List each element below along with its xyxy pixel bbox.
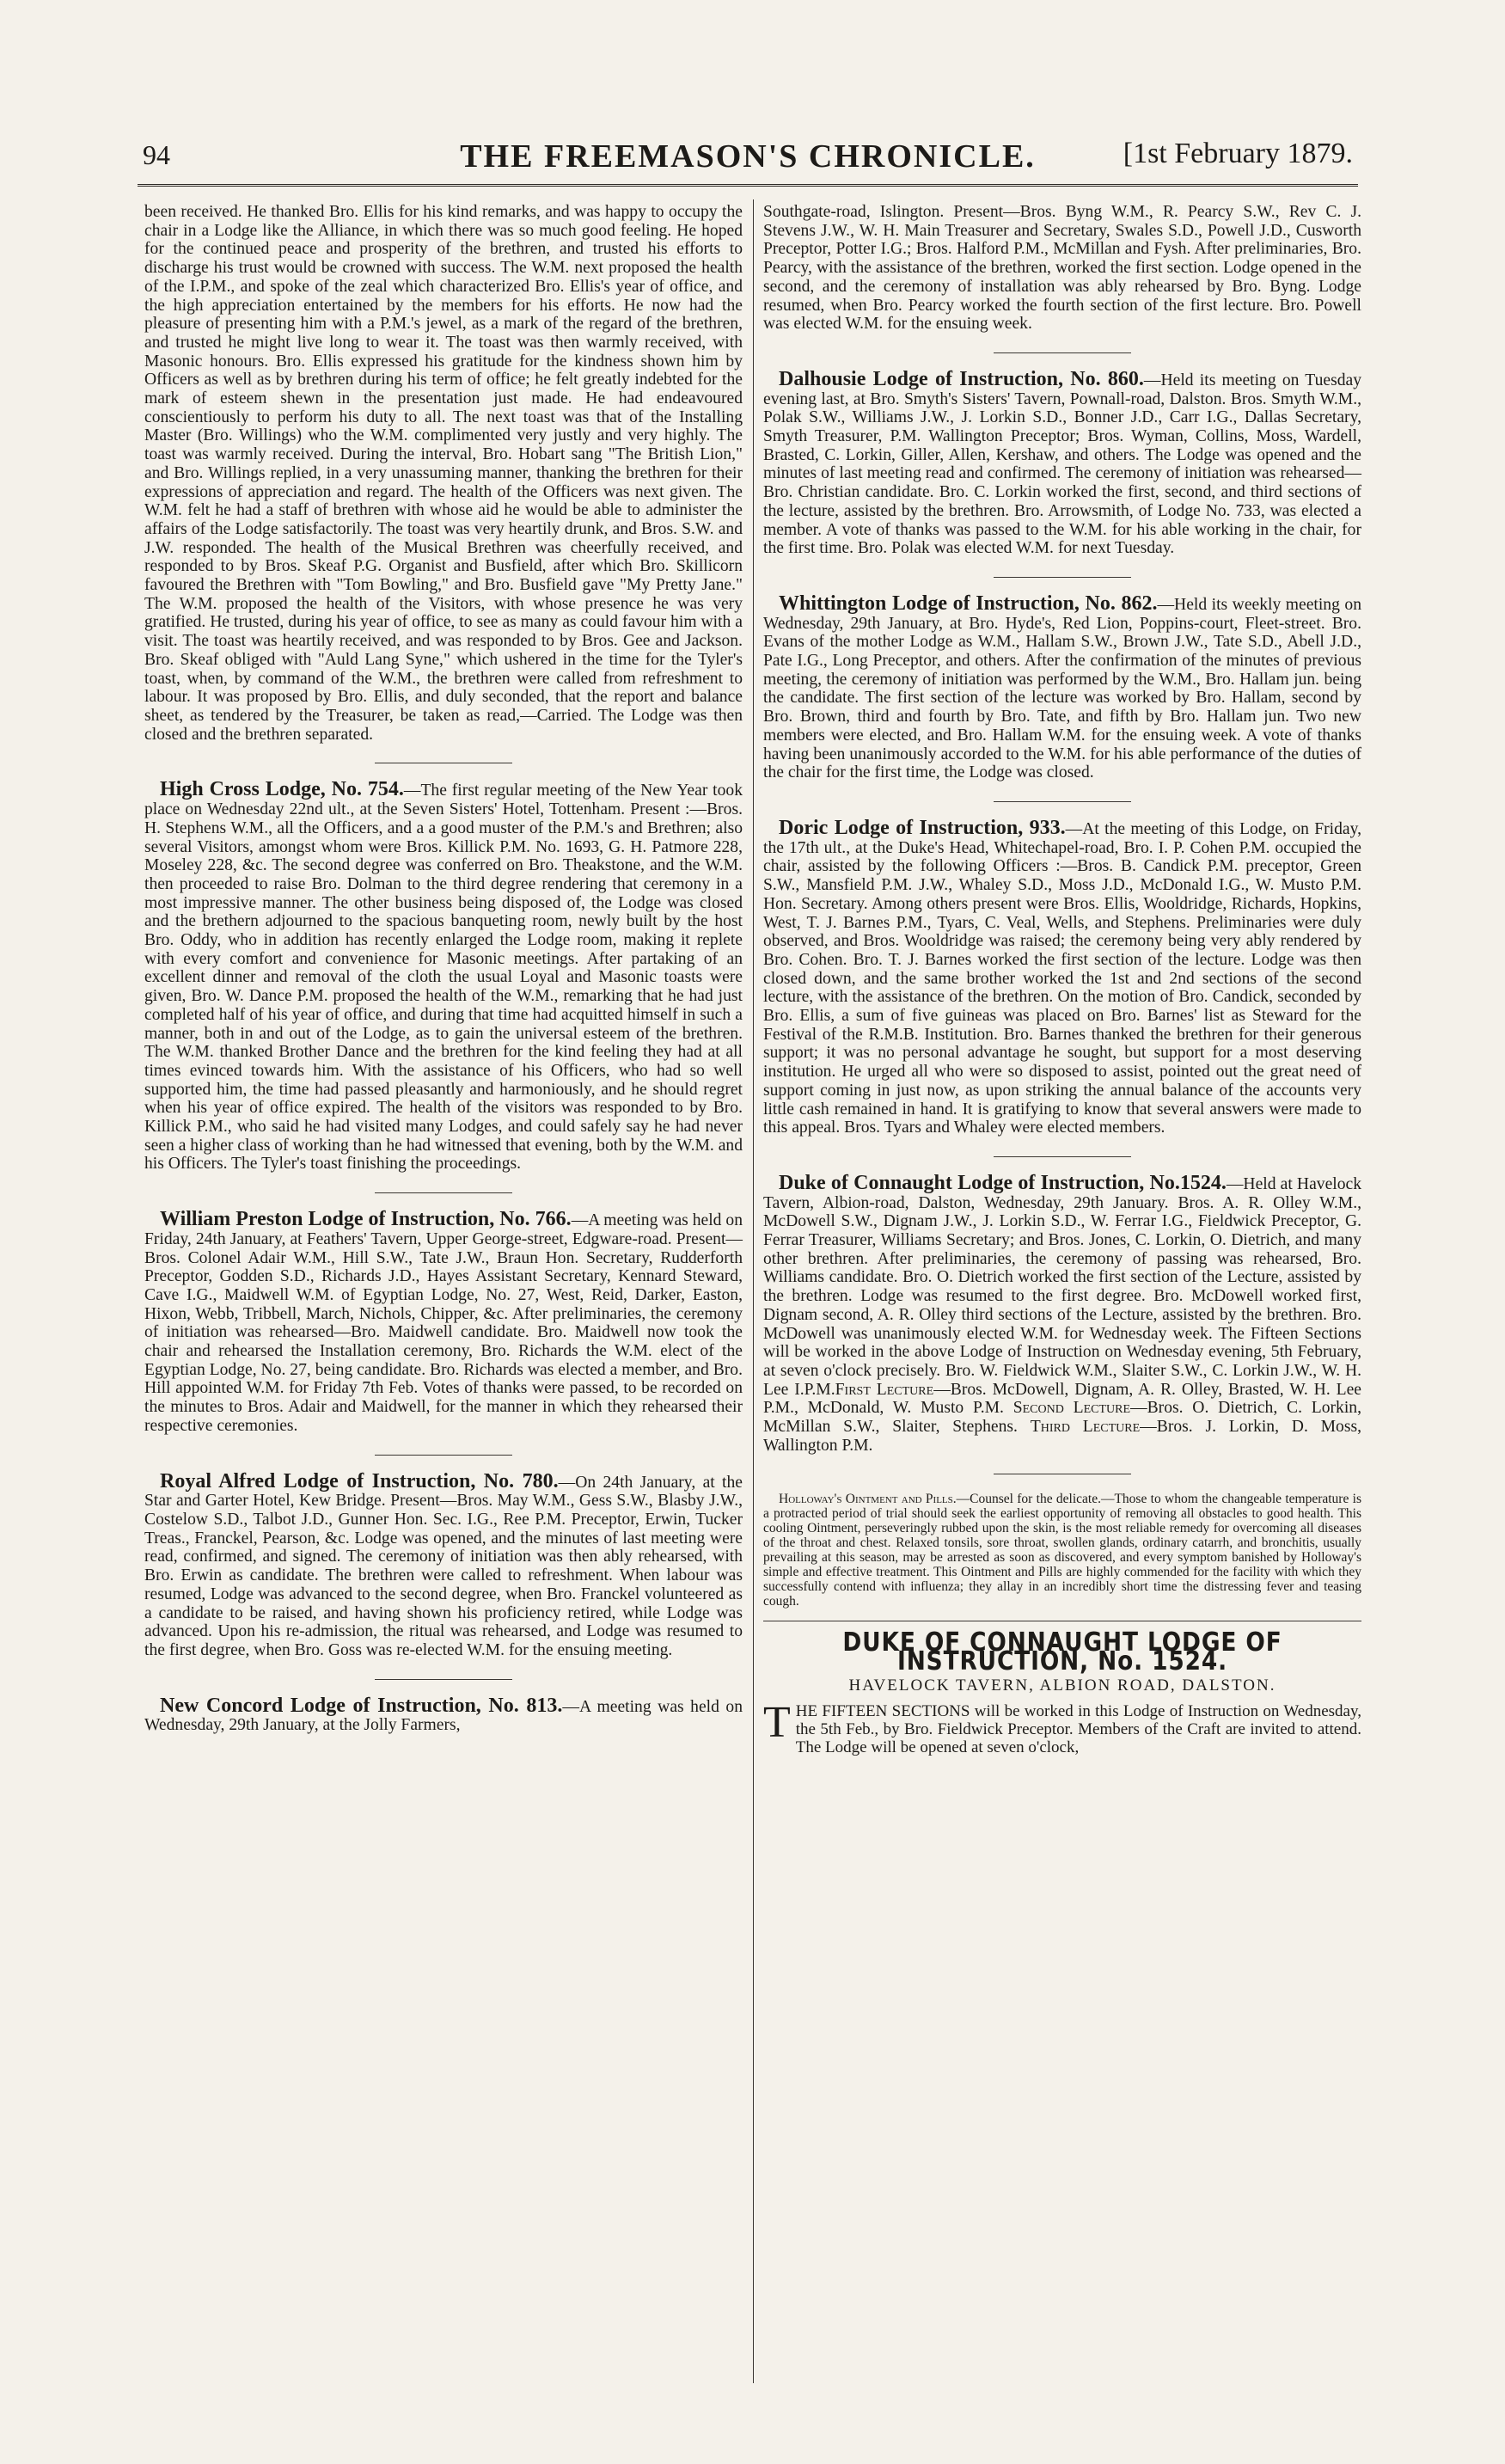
article-high-cross-lodge [144,778,743,1174]
left-column [144,203,743,1735]
article-body: —At the meeting of this Lodge, on Friday, the 17th ult., at the Duke's Head, Whitechapel-road, Bro. I. P. Cohen P.M. occupied the chair, assisted by the following Officers :—Bros. B. Candick P.M. preceptor, Green S.W., Mansfield P.M. J.W., Whaley S.D., Moss J.D., McDonald I.G., W. Musto P.M. Hon. Secretary. Among others present were Bros. Ellis, Wooldridge, Richards, Hopkins, West, T. J. Barnes P.M., Tyars, C. Veal, Wells, and Stephens. Preliminaries were duly observed, and Bros. Wooldridge was raised; the ceremony being very ably rendered by Bro. Cohen. Bro. T. J. Barnes worked the first section of the lecture. Lodge was then closed down, and the same brother worked the 1st and 2nd sections of the second lecture, with the assistance of the brethren. On the motion of Bro. Candick, seconded by Bro. Ellis, a sum of five guineas was placed on Bro. Barnes' list as Steward for the Festival of the R.M.B. Institution. Bro. Barnes thanked the brethren for their generous support; it was no personal advantage he sought, but support for a most deserving institution. He urged all who were so disposed to assist, pointed out the great need of support coming in just now, as upon striking the annual balance of the accounts very little cash remained in hand. It is gratifying to know that several answers were made to this appeal. Bros. Tyars and Whaley were elected members. [763,819,1362,1137]
article-heading: Doric Lodge of Instruction, 933. [779,816,1066,839]
section-divider [375,1192,512,1193]
page-header [138,136,1358,187]
article-body: —Held its meeting on Tuesday evening last, at Bro. Smyth's Sisters' Tavern, Pownall-road, Dalston. Bros. Smyth W.M., Polak S.W., Williams J.W., J. Lorkin S.D., Bonner J.D., Carr I.G., Dallas Secretary, Smyth Treasurer, P.M. Wallington Preceptor; Bros. Wyman, Collins, Moss, Wardell, Brasted, C. Lorkin, Giller, Allen, Kershaw, and others. The Lodge was opened and the minutes of last meeting read and confirmed. The ceremony of initiation was rehearsed—Bro. Christian candidate. Bro. C. Lorkin worked the first, second, and third sections of the lecture, assisted by the brethren. Bro. Arrowsmith, of Lodge No. 733, was elected a member. A vote of thanks was passed to the W.M. for his able working in the chair, for the first time. Bro. Polak was elected W.M. for next Tuesday. [763,371,1361,558]
article-body: —A meeting was held on Friday, 24th January, at Feathers' Tavern, Upper George-street, Edgware-road. Present—Bros. Colonel Adair W.M., Hill S.W., Tate J.W., Braun Hon. Secretary, Rudderforth Preceptor, Godden S.D., Richards J.D., Hayes Assistant Secretary, Kennard Steward, Cave I.G., Maidwell W.M. of Egyptian Lodge, No. 27, West, Reid, Darker, Easton, Hixon, Webb, Tribbell, March, Nichols, Chipper, &c. After preliminaries, the ceremony of initiation was rehearsed—Bro. Maidwell candidate. Bro. Maidwell now took the chair and rehearsed the Installation ceremony, Bro. Richards the W.M. elect of the Egyptian Lodge, No. 27, being candidate. Bro. Richards was elected a member, and Bro. Hill appointed W.M. for Friday 7th Feb. Votes of thanks were passed, to be recorded on the minutes to Bros. Adair and Maidwell, for the manner in which they rehearsed their respective ceremonies. [144,1211,743,1435]
drop-cap: T [763,1697,791,1747]
lodge-advert-title: DUKE OF CONNAUGHT LODGE OF INSTRUCTION, No. 1524. [842,1627,1282,1677]
article-doric-lodge [763,816,1362,1137]
section-divider [994,352,1131,353]
article-dalhousie-lodge [763,367,1361,558]
section-divider [994,577,1131,578]
lecture-label: First Lecture [835,1380,934,1399]
lodge-advert-subtitle: HAVELOCK TAVERN, ALBION ROAD, DALSTON. [848,1676,1276,1695]
section-divider [375,1679,512,1680]
article-heading: Royal Alfred Lodge of Instruction, No. 780. [160,1469,559,1492]
article-heading: Dalhousie Lodge of Instruction, No. 860. [779,367,1144,390]
article-body: —The first regular meeting of the New Year took place on Wednesday 22nd ult., at the Seven Sisters' Hotel, Tottenham. Present :—Bros. H. Stephens W.M., all the Officers, and a a good muster of the P.M.'s and Brethren; also several Visitors, amongst whom were Bros. Killick P.M. No. 1693, G. H. Patmore 228, Moseley 228, &c. The second degree was conferred on Bro. Theakstone, and the W.M. then proceeded to raise Bro. Dolman to the third degree rendering that ceremony in a most impressive manner. The other business being disposed of, the Lodge was closed and the brethern adjourned to the spacious banqueting room, newly built by the host Bro. Oddy, who in addition has recently enlarged the Lodge room, making it replete with every comfort and convenience for Masonic meetings. After partaking of an excellent dinner and removal of the cloth the usual Loyal and Masonic toasts were given, Bro. W. Dance P.M. proposed the health of the W.M., remarking that he had just completed half of his year of office, and during that time had acquitted himself in such a manner, both in and out of the Lodge, as to gain the universal esteem of the brethren. The W.M. thanked Brother Dance and the brethren for the kind feeling they had at all times evinced towards him. With the assistance of his Officers, who had so well supported him, the time had passed pleasantly and harmoniously, and he should regret when his year of office expired. The health of the visitors was responded to by Bro. Killick P.M., who said he had visited many Lodges, and could safely say he had never seen a higher class of working than he had witnessed that evening, both by the W.M. and his Officers. The Tyler's toast finishing the proceedings. [144,781,743,1174]
lodge-advert-text: HE FIFTEEN SECTIONS will be worked in this Lodge of Instruction on Wednesday, the 5th Feb., by Bro. Fieldwick Preceptor. Members of the Craft are invited to attend. The Lodge will be opened at seven o'clock, [795,1701,1361,1756]
article-heading: William Preston Lodge of Instruction, No. 766. [160,1208,572,1231]
column-divider [753,199,754,2383]
notice-label: Holloway's Ointment and Pills. [779,1492,957,1507]
article-body: —Held at Havelock Tavern, Albion-road, Dalston, Wednesday, 29th January. Bros. A. R. Olley W.M., McDowell S.W., Dignam J.W., J. Lorkin S.D., W. Ferrar I.G., Fieldwick Preceptor, G. Ferrar Treasurer, Williams Secretary; and Bros. Jones, C. Lorkin, O. Dietrich, and many other brethren. After preliminaries, the ceremony of passing was rehearsed, Bro. Williams candidate. Bro. O. Dietrich worked the first section of the Lecture, assisted by the brethren. Lodge was resumed to the first degree. Bro. McDowell worked first, Dignam second, A. R. Olley third sections of the Lecture, assisted by the brethren. Bro. McDowell was unanimously elected W.M. for Wednesday week. The Fifteen Sections will be worked in the above Lodge of Instruction on Wednesday evening, 5th February, at seven o'clock precisely. Bro. W. Fieldwick W.M., Slaiter S.W., C. Lorkin J.W., W. H. Lee I.P.M. [763,1174,1361,1399]
article-heading: High Cross Lodge, No. 754. [160,778,404,801]
holloway-advertisement [763,1492,1361,1609]
article-heading: Whittington Lodge of Instruction, No. 862. [779,591,1158,615]
section-divider [994,1156,1131,1157]
section-divider [994,801,1131,802]
article-heading: New Concord Lodge of Instruction, No. 813. [160,1694,563,1717]
article-whittington-lodge [763,591,1361,782]
lecture-text: —Bros. O. Dietrich, C. Lorkin, McMillan S.W., Slaiter, Stephens. [763,1399,1361,1437]
lecture-label: Third Lecture [1030,1418,1141,1437]
notice-text: —Counsel for the delicate.—Those to whom the changeable temperature is a protracted period of trial should seek the earliest opportunity of removing all obstacles to good health. This cooling Ointment, perseveringly rubbed upon the skin, is the most reliable remedy for overcoming all diseases of the throat and chest. Relaxed tonsils, sore throat, swollen glands, ordinary catarrh, and bronchitis, usually prevailing at this season, may be arrested as soon as discovered, and every symptom banished by Holloway's simple and effective treatment. This Ointment and Pills are highly commended for the facility with which they successfully contend with influenza; they allay in an incredibly short time the distressing fever and teasing cough. [763,1492,1361,1609]
article-continuation: Southgate-road, Islington. Present—Bros. Byng W.M., R. Pearcy S.W., Rev C. J. Stevens J.W., W. H. Main Treasurer and Secretary, Swales S.D., Powell J.D., Cusworth Preceptor, Potter I.G.; Bros. Halford P.M., McMillan and Fysh. After preliminaries, Bro. Pearcy, with the assistance of the brethren, worked the first section. Lodge opened in the second, and the ceremony of installation was ably rehearsed by Bro. Byng. Lodge resumed, when Bro. Pearcy worked the fourth section of the first lecture. Bro. Powell was elected W.M. for the ensuing week. [763,203,1361,334]
article-new-concord-lodge [144,1694,743,1735]
article-continuation: been received. He thanked Bro. Ellis for his kind remarks, and was happy to occupy the chair in a Lodge like the Alliance, in which there was so much good feeling. He hoped for the continued peace and prosperity of the brethren, and trusted his efforts to discharge his trust would be crowned with success. The W.M. next proposed the health of the I.P.M., and spoke of the zeal which characterized Bro. Ellis's year of office, and the high appreciation entertained by the members for his efforts. He now had the pleasure of presenting him with a P.M.'s jewel, as a mark of the regard of the brethren, and trusted he might live long to wear it. The toast was then warmly received, with Masonic honours. Bro. Ellis expressed his gratitude for the kindness shown him by Officers as well as by brethren during his term of office; he felt greatly indebted for the mark of esteem shewn in the presentation just made. He had endeavoured conscientiously to perform his duty to all. The next toast was that of the Installing Master (Bro. Willings) who the W.M. complimented very justly and very highly. The toast was warmly received. During the interval, Bro. Hobart sang "The British Lion," and Bro. Willings replied, in a very unassuming manner, thanking the brethren for their expressions of appreciation and regard. The health of the Officers was next given. The W.M. felt he had a staff of brethren with whose aid he would be able to administer the affairs of the Lodge satisfactorily. The toast was very heartily drunk, and Bros. S.W. and J.W. responded. The health of the Musical Brethren was cheerfully received, and responded to by Bros. Skeaf P.G. Organist and Busfield, after which Bro. Skillicorn favoured the Brethren with "Tom Bowling," and Bro. Busfield gave "My Pretty Jane." The W.M. proposed the health of the Visitors, with whose presence he was very gratified. He trusted, during his year of office, to see as many as could favour him with a visit. The toast was heartily received, and was responded to by Bros. Gee and Jackson. Bro. Skeaf obliged with "Auld Lang Syne," which ushered in the time for the Tyler's toast, when, by command of the W.M., the brethren were called from refreshment to labour. It was proposed by Bro. Ellis, and duly seconded, that the report and balance sheet, as tendered by the Treasurer, be taken as read,—Carried. The Lodge was then closed and the brethren separated. [144,203,743,744]
page-number: 94 [143,139,170,170]
article-heading: Duke of Connaught Lodge of Instruction, No.1524. [779,1171,1227,1194]
article-william-preston-lodge [144,1208,743,1435]
article-body: —A meeting was held on Wednesday, 29th January, at the Jolly Farmers, [144,1697,743,1735]
right-column [763,203,1361,1756]
article-body: —On 24th January, at the Star and Garter Hotel, Kew Bridge. Present—Bros. May W.M., Gess S.W., Blasby J.W., Costelow S.D., Talbot J.D., Gunner Hon. Sec. I.G., Ree P.M. Preceptor, Erwin, Tucker Treas., Franckel, Pearson, &c. Lodge was opened, and the minutes of last meeting were read, confirmed, and signed. The ceremony of initiation was then ably rehearsed, with Bro. Erwin as candidate. The brethren were called to refreshment. When labour was resumed, Lodge was advanced to the second degree, when Bro. Franckel volunteered as a candidate to be raised, and having shown his proficiency retired, while Lodge was advanced. Upon his re-admission, the ritual was rehearsed, and Lodge was resumed to the first degree, when Bro. Goss was re-elected W.M. for the ensuing meeting. [144,1473,743,1659]
lecture-text: —Bros. J. Lorkin, D. Moss, Wallington P.M. [763,1418,1362,1455]
article-body: —Held its weekly meeting on Wednesday, 29th January, at Bro. Hyde's, Red Lion, Poppins-court, Fleet-street. Bro. Evans of the mother Lodge as W.M., Hallam S.W., Brown J.W., Tate S.D., Abell J.D., Pate I.G., Long Preceptor, and others. After the confirmation of the minutes of previous meeting, the ceremony of initiation was performed by the W.M., Bro. Hallam jun. being the candidate. The first section of the lecture was worked by Bro. Hallam, second by Bro. Brown, third and fourth by Bro. Tate, and fifth by Bro. Hallam jun. Two new members were elected, and Bro. Hallam W.M. for the ensuing week. A vote of thanks having been unanimously accorded to the W.M. for his able performance of the duties of the chair for the first time, the Lodge was closed. [763,595,1361,782]
section-divider [375,1455,512,1456]
issue-date: [1st February 1879. [1123,138,1353,169]
masthead-title: THE FREEMASON'S CHRONICLE. [460,138,1036,175]
lecture-text: —Bros. McDowell, Dignam, A. R. Olley, Brasted, W. H. Lee P.M., McDonald, W. Musto P.M. [763,1380,1361,1418]
lecture-label: Second Lecture [1013,1399,1131,1418]
article-duke-of-connaught-lodge [763,1171,1362,1456]
article-royal-alfred-lodge [144,1469,743,1660]
lodge-advert-body [763,1697,1361,1756]
